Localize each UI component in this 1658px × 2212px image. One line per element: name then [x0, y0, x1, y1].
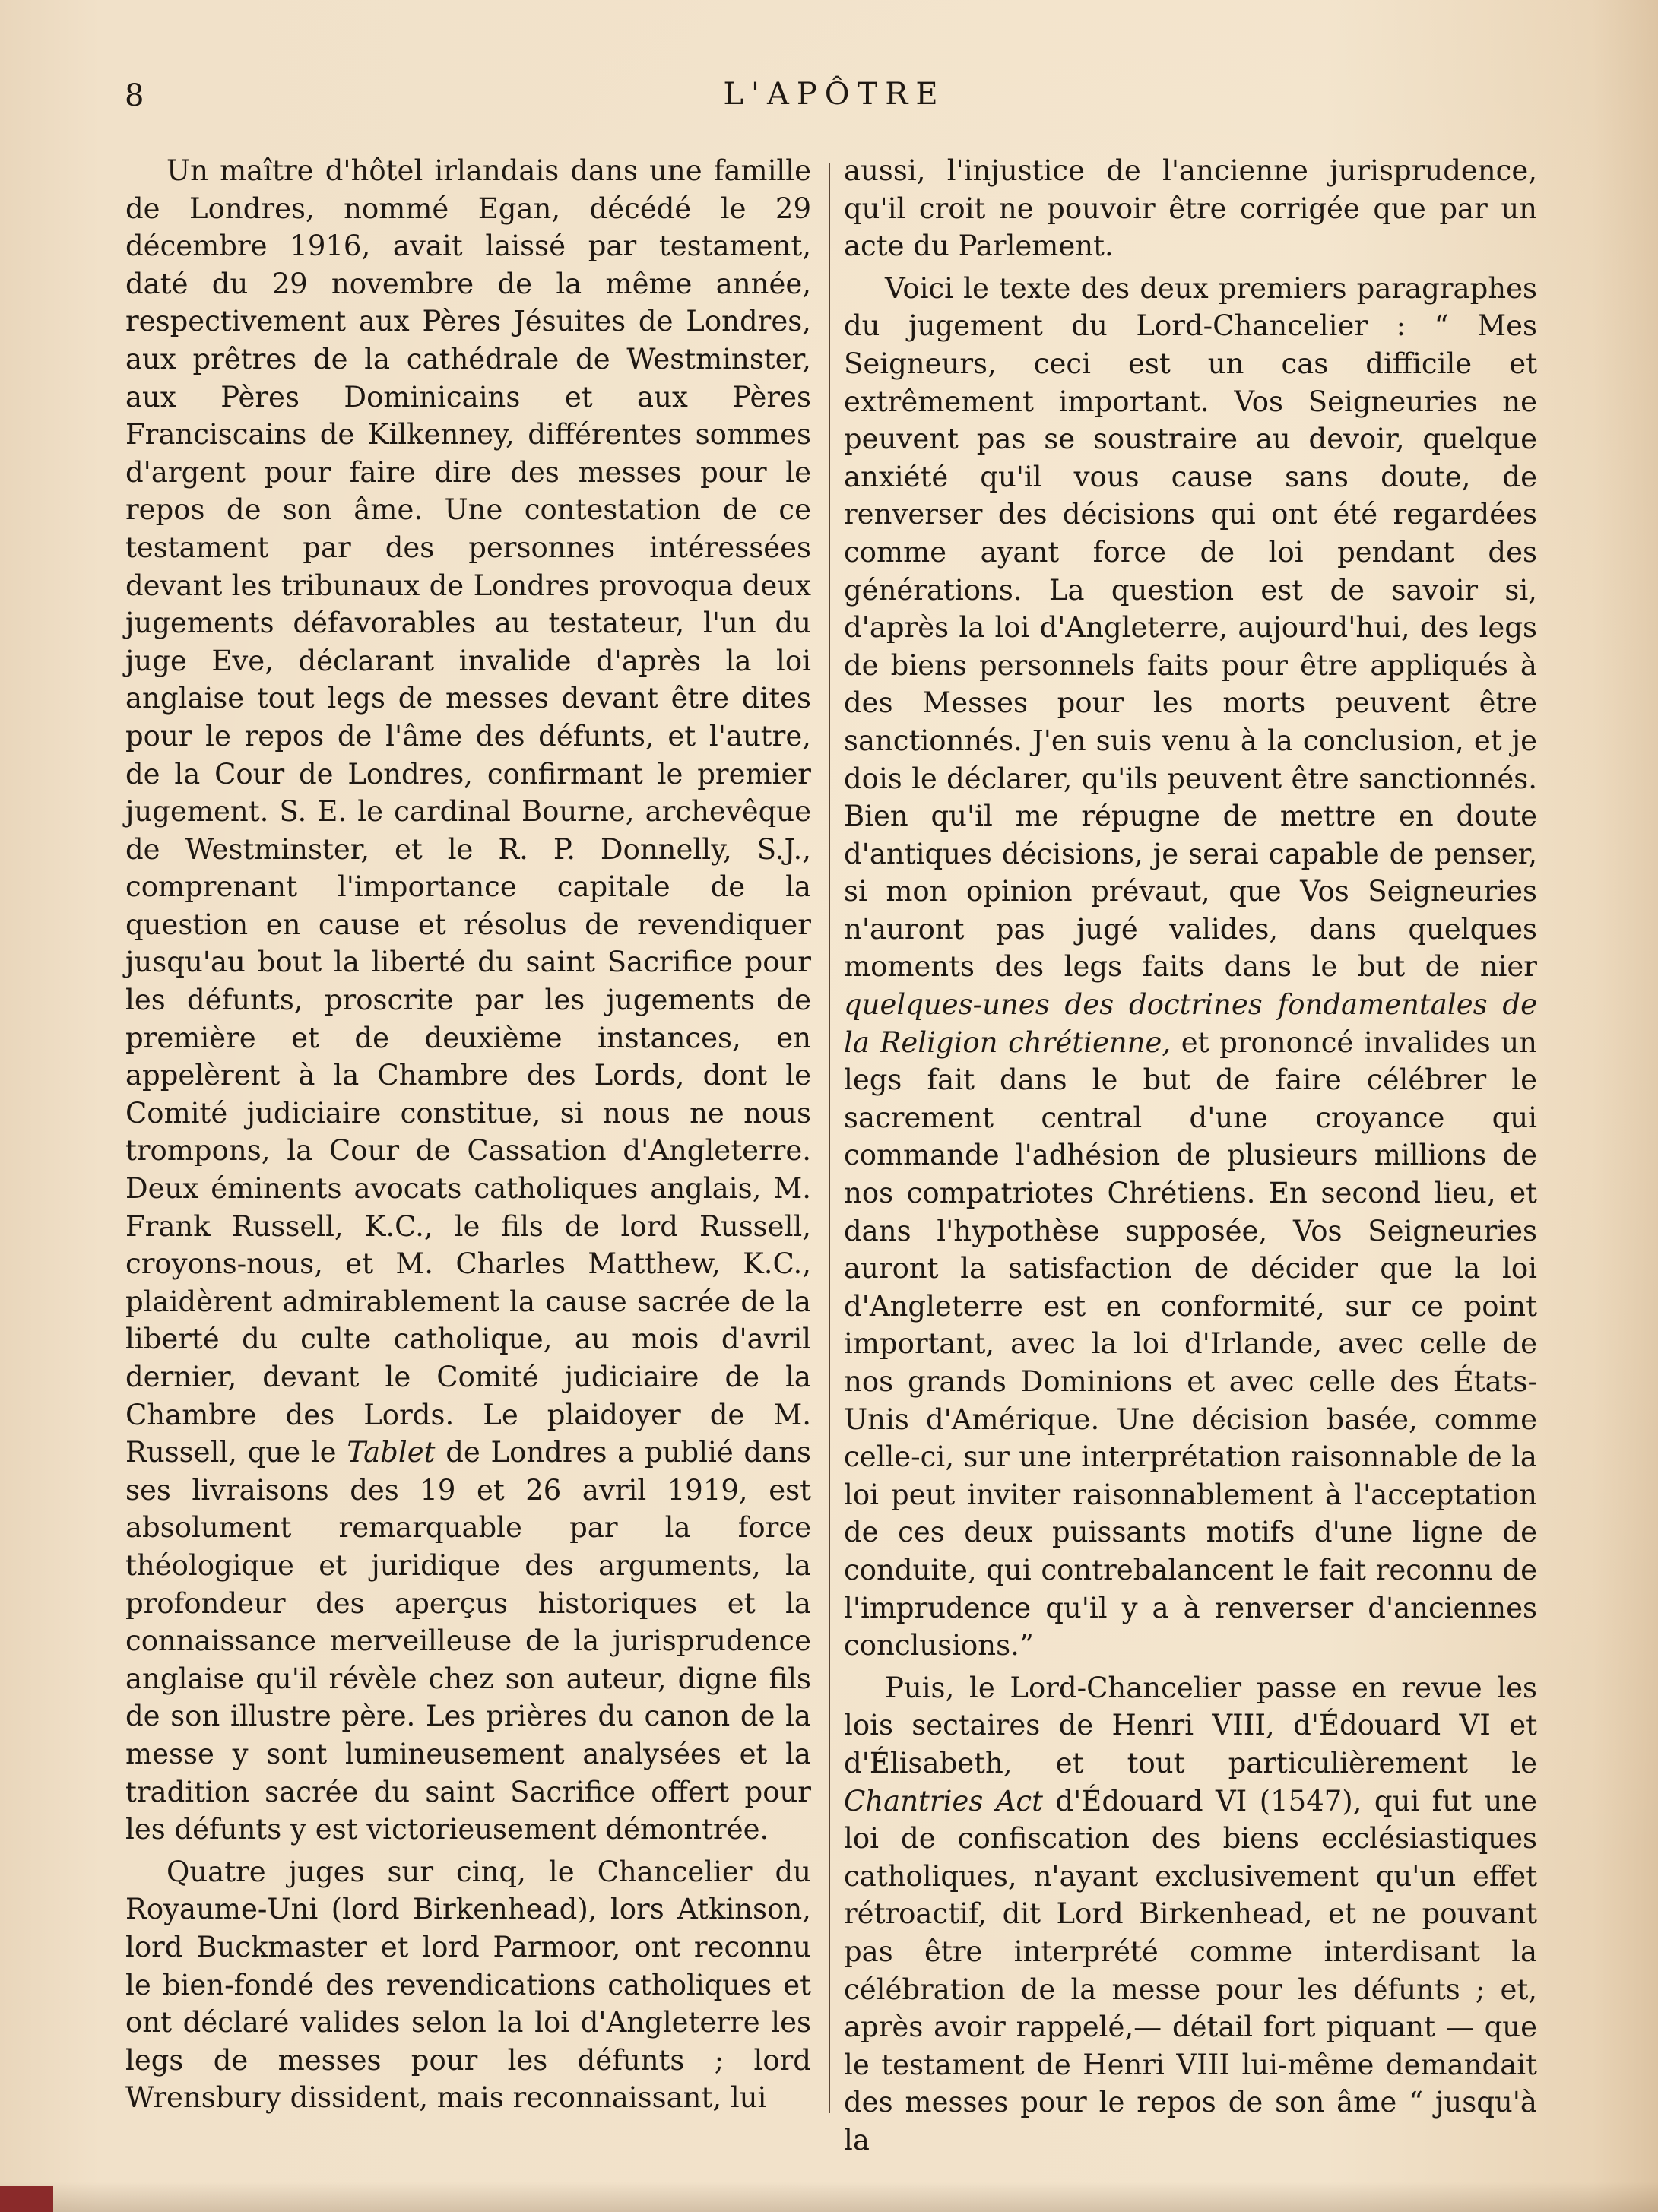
right-paragraph-2-end: d'Édouard VI (1547), qui fut une loi de confiscation des biens ecclésiastiques catholiques, n'ayant exclusivement qu'un effet rétroactif, dit Lord Birkenhead, et ne pouvant pas être interprété comme interdisant la célébration de la messe pour les défunts ; et, après avoir rappelé,— détail fort piquant — que le testament de Henri VIII lui-même demandait des messes pour le repos de son âme “ jusqu'à la — [844, 1784, 1538, 2157]
right-column — [844, 152, 1537, 2163]
right-paragraph-1-text: Voici le texte des deux premiers paragraphes du jugement du Lord-Chancelier : “ Mes Seigneurs, ceci est un cas difficile et extrêmement important. Vos Seigneuries ne peuvent pas se soustraire au devoir, quelque anxiété qu'il vous cause sans doute, de renverser des décisions qui ont été regardées comme ayant force de loi pendant des générations. La question est de savoir si, d'après la loi d'Angleterre, aujourd'hui, des legs de biens personnels faits pour être appliqués à des Messes pour les morts peuvent être sanctionnés. J'en suis venu à la conclusion, et je dois le déclarer, qu'ils peuvent être sanctionnés. Bien qu'il me répugne de mettre en doute d'antiques décisions, je serai capable de penser, si mon opinion prévaut, que Vos Seigneuries n'auront pas jugé valides, dans quelques moments des legs faits dans le but de nier — [844, 271, 1537, 984]
running-title: L'APÔTRE — [723, 77, 946, 112]
left-paragraph-1-text: Un maître d'hôtel irlandais dans une famille de Londres, nommé Egan, décédé le 29 décembre 1916, avait laissé par testament, daté du 29 novembre de la même année, respectivement aux Pères Jésuites de Londres, aux prêtres de la cathédrale de Westminster, aux Pères Dominicains et aux Pères Franciscains de Kilkenney, différentes sommes d'argent pour faire dire des messes pour le repos de son âme. Une contestation de ce testament par des personnes intéressées devant les tribunaux de Londres provoqua deux jugements défavorables au testateur, l'un du juge Eve, déclarant invalide d'après la loi anglaise tout legs de messes devant être dites pour le repos de l'âme des défunts, et l'autre, de la Cour de Londres, confirmant le premier jugement. S. E. le cardinal Bourne, archevêque de Westminster, et le R. P. Donnelly, S.J., comprenant l'importance capitale de la question en cause et résolus de revendiquer jusqu'au bout la liberté du saint Sacrifice pour les défunts, proscrite par les jugements de première et de deuxième instances, en appelèrent à la Chambre des Lords, dont le Comité judiciaire constitue, si nous ne nous trompons, la Cour de Cassation d'Angleterre. Deux éminents avocats catholiques anglais, M. Frank Russell, K.C., le fils de lord Russell, croyons-nous, et M. Charles Matthew, K.C., plaidèrent admirablement la cause sacrée de la liberté du culte catholique, au mois d'avril dernier, devant le Comité judiciaire de la Chambre des Lords. Le plaidoyer de M. Russell, que le — [125, 154, 811, 1469]
chantries-act-italic: Chantries Act — [844, 1784, 1044, 1817]
left-column — [125, 152, 811, 2122]
column-divider — [829, 163, 830, 2113]
right-paragraph-1 — [844, 270, 1537, 1665]
right-paragraph-2-text: Puis, le Lord-Chancelier passe en revue les lois sectaires de Henri VIII, d'Édouard VI et d'Élisabeth, et tout particulièrement le — [844, 1671, 1537, 1779]
page-number: 8 — [125, 78, 144, 113]
red-corner-mark — [0, 2186, 53, 2212]
page-bottom-shadow — [0, 2182, 1658, 2212]
left-paragraph-1-end: de Londres a publié dans ses livraisons des 19 et 26 avril 1919, est absolument remarquable par la force théologique et juridique des arguments, la profondeur des aperçus historiques et la connaissance merveilleuse de la jurisprudence anglaise qu'il révèle chez son auteur, digne fils de son illustre père. Les prières du canon de la messe y sont lumineusement analysées et la tradition sacrée du saint Sacrifice offert pour les défunts y est victorieusement démontrée. — [125, 1436, 811, 1846]
doctrines-italic: quelques-unes des doctrines fondamentales de la Religion chrétienne, — [844, 988, 1537, 1059]
page-header — [122, 76, 1547, 122]
left-paragraph-1 — [125, 152, 811, 1849]
right-paragraph-1-end: et prononcé invalides un legs fait dans le but de faire célébrer le sacrement central d'une croyance qui commande l'adhésion de plusieurs millions de nos compatriotes Chrétiens. En second lieu, et dans l'hypothèse supposée, Vos Seigneuries auront la satisfaction de décider que la loi d'Angleterre est en conformité, sur ce point important, avec la loi d'Irlande, avec celle de nos grands Dominions et avec celle des États-Unis d'Amérique. Une décision basée, comme celle-ci, sur une interprétation raisonnable de la loi peut inviter raisonnablement à l'acceptation de ces deux puissants motifs d'une ligne de conduite, qui contrebalancent le fait reconnu de l'imprudence qu'il y a à renverser d'anciennes conclusions.” — [844, 1025, 1538, 1662]
tablet-italic: Tablet — [347, 1436, 436, 1469]
left-paragraph-2: Quatre juges sur cinq, le Chancelier du Royaume-Uni (lord Birkenhead), lors Atkinson, lord Buckmaster et lord Parmoor, ont reconnu le bien-fondé des revendications catholiques et ont déclaré valides selon la loi d'Angleterre les legs de messes pour les défunts ; lord Wrensbury dissident, mais reconnaissant, lui — [125, 1855, 811, 2115]
right-paragraph-0: aussi, l'injustice de l'ancienne jurisprudence, qu'il croit ne pouvoir être corrigée que par un acte du Parlement. — [844, 154, 1537, 263]
right-paragraph-2 — [844, 1669, 1537, 2160]
